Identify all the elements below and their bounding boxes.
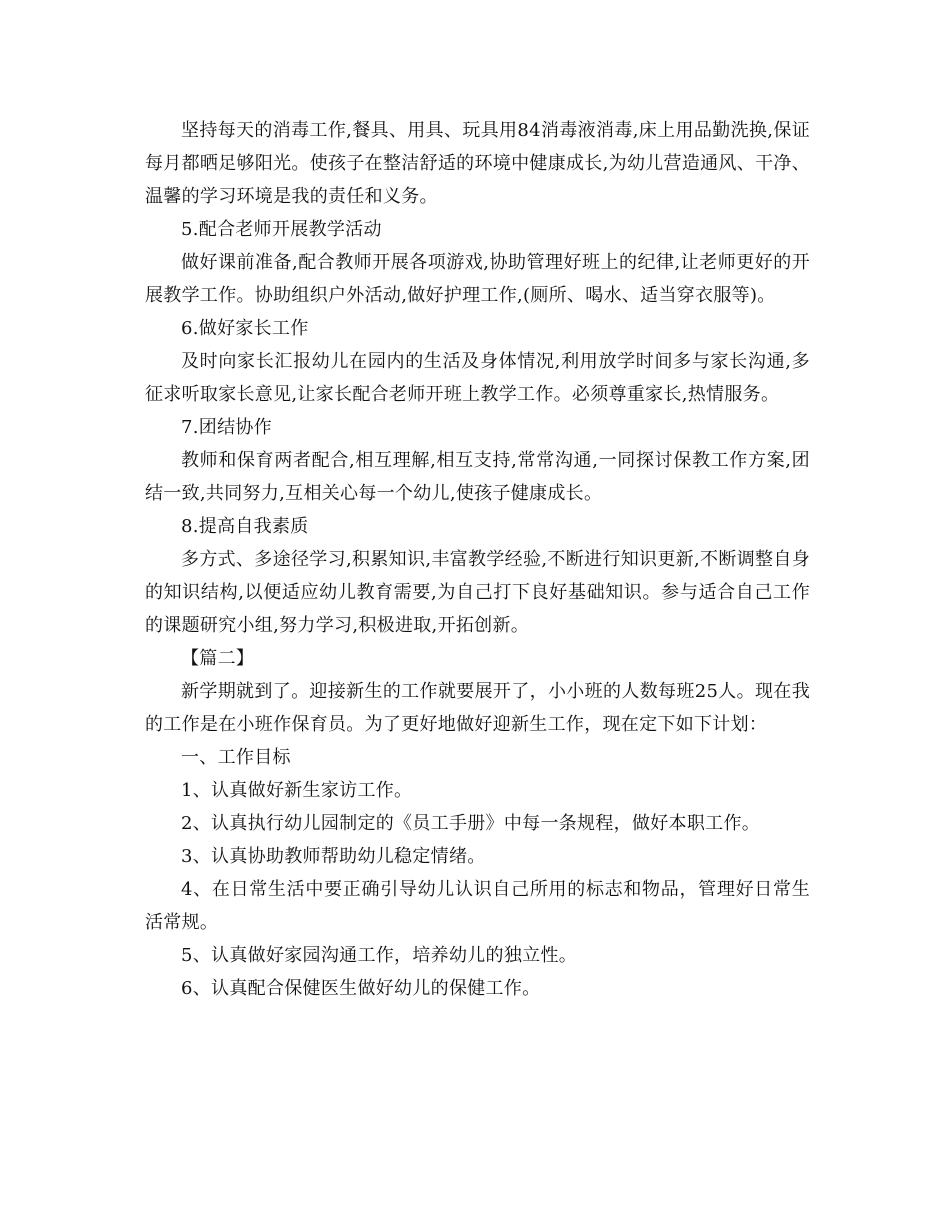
goal-item-4: 4、在日常生活中要正确引导幼儿认识自己所用的标志和物品，管理好日常生活常规。 (145, 879, 810, 933)
paragraph-disinfection: 坚持每天的消毒工作,餐具、用具、玩具用84消毒液消毒,床上用品勤洗换,保证每月都晒足够阳光。使孩子在整洁舒适的环境中健康成长,为幼儿营造通风、干净、温馨的学习环境是我的责任和义务。 (145, 120, 810, 207)
goal-item-6: 6、认真配合保健医生做好幼儿的保健工作。 (181, 978, 541, 999)
goal-item-3: 3、认真协助教师帮助幼儿稳定情绪。 (181, 846, 486, 867)
goal-item-5: 5、认真做好家园沟通工作，培养幼儿的独立性。 (181, 945, 578, 966)
heading-8: 8.提高自我素质 (181, 516, 309, 537)
heading-6: 6.做好家长工作 (181, 318, 309, 339)
section-title-part-two: 【篇二】 (181, 648, 255, 669)
paragraph-self-improvement: 多方式、多途径学习,积累知识,丰富教学经验,不断进行知识更新,不断调整自身的知识结构,以便适应幼儿教育需要,为自己打下良好基础知识。参与适合自己工作的课题研究小组,努力学习,积极进取,开拓创新。 (145, 549, 810, 636)
heading-5: 5.配合老师开展教学活动 (181, 219, 382, 240)
document-body (145, 114, 810, 1005)
paragraph-parents: 及时向家长汇报幼儿在园内的生活及身体情况,利用放学时间多与家长沟通,多征求听取家长意见,让家长配合老师开班上教学工作。必须尊重家长,热情服务。 (145, 351, 810, 405)
heading-work-goals: 一、工作目标 (181, 747, 291, 768)
paragraph-intro: 新学期就到了。迎接新生的工作就要展开了，小小班的人数每班25人。现在我的工作是在小班作保育员。为了更好地做好迎新生工作，现在定下如下计划： (145, 681, 810, 735)
paragraph-cooperation: 教师和保育两者配合,相互理解,相互支持,常常沟通,一同探讨保教工作方案,团结一致,共同努力,互相关心每一个幼儿,使孩子健康成长。 (145, 450, 810, 504)
goal-item-2: 2、认真执行幼儿园制定的《员工手册》中每一条规程，做好本职工作。 (181, 813, 761, 834)
paragraph-teaching: 做好课前准备,配合教师开展各项游戏,协助管理好班上的纪律,让老师更好的开展教学工作。协助组织户外活动,做好护理工作,(厕所、喝水、适当穿衣服等)。 (145, 252, 810, 306)
goal-item-1: 1、认真做好新生家访工作。 (181, 780, 413, 801)
heading-7: 7.团结协作 (181, 417, 272, 438)
